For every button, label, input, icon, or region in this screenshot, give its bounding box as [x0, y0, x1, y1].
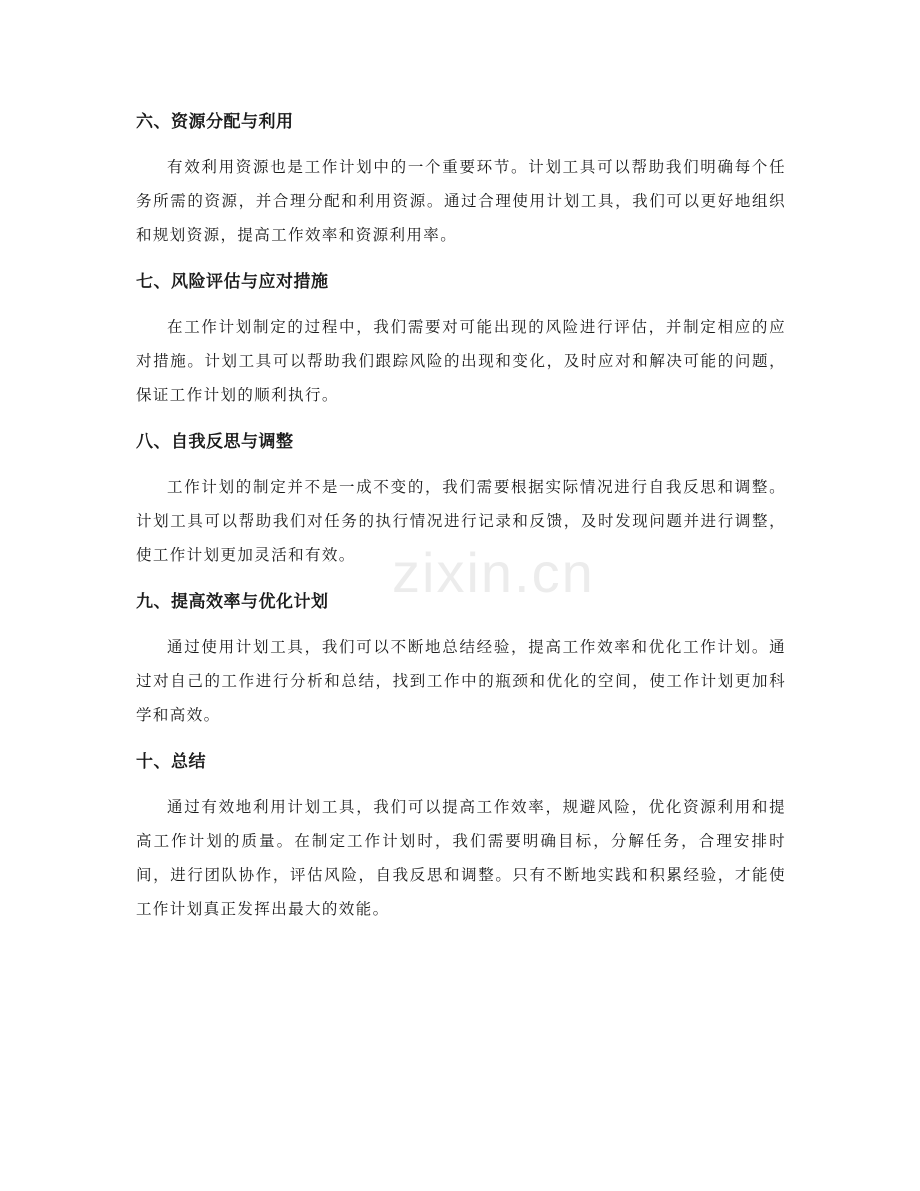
document-content	[136, 104, 786, 938]
watermark: zixin.cn	[392, 541, 595, 604]
section-title: 九、提高效率与优化计划	[136, 592, 329, 612]
section-efficiency	[136, 584, 786, 732]
section-paragraph: 通过使用计划工具，我们可以不断地总结经验，提高工作效率和优化工作计划。通过对自己的工作进行分析和总结，找到工作中的瓶颈和优化的空间，使工作计划更加科学和高效。	[136, 638, 786, 724]
section-title: 六、资源分配与利用	[136, 112, 294, 132]
section-title: 七、风险评估与应对措施	[136, 272, 329, 292]
section-paragraph: 通过有效地利用计划工具，我们可以提高工作效率，规避风险，优化资源利用和提高工作计划的质量。在制定工作计划时，我们需要明确目标，分解任务，合理安排时间，进行团队协作，评估风险，自我反思和调整。只有不断地实践和积累经验，才能使工作计划真正发挥出最大的效能。	[136, 798, 786, 918]
section-self-reflection	[136, 424, 786, 572]
section-paragraph: 在工作计划制定的过程中，我们需要对可能出现的风险进行评估，并制定相应的应对措施。计划工具可以帮助我们跟踪风险的出现和变化，及时应对和解决可能的问题，保证工作计划的顺利执行。	[136, 318, 786, 404]
section-title: 十、总结	[136, 752, 206, 772]
section-paragraph: 工作计划的制定并不是一成不变的，我们需要根据实际情况进行自我反思和调整。计划工具可以帮助我们对任务的执行情况进行记录和反馈，及时发现问题并进行调整，使工作计划更加灵活和有效。	[136, 478, 786, 564]
section-paragraph: 有效利用资源也是工作计划中的一个重要环节。计划工具可以帮助我们明确每个任务所需的资源，并合理分配和利用资源。通过合理使用计划工具，我们可以更好地组织和规划资源，提高工作效率和资源利用率。	[136, 158, 786, 244]
section-summary	[136, 744, 786, 926]
section-title: 八、自我反思与调整	[136, 432, 294, 452]
section-resource-allocation	[136, 104, 786, 252]
section-risk-assessment	[136, 264, 786, 412]
